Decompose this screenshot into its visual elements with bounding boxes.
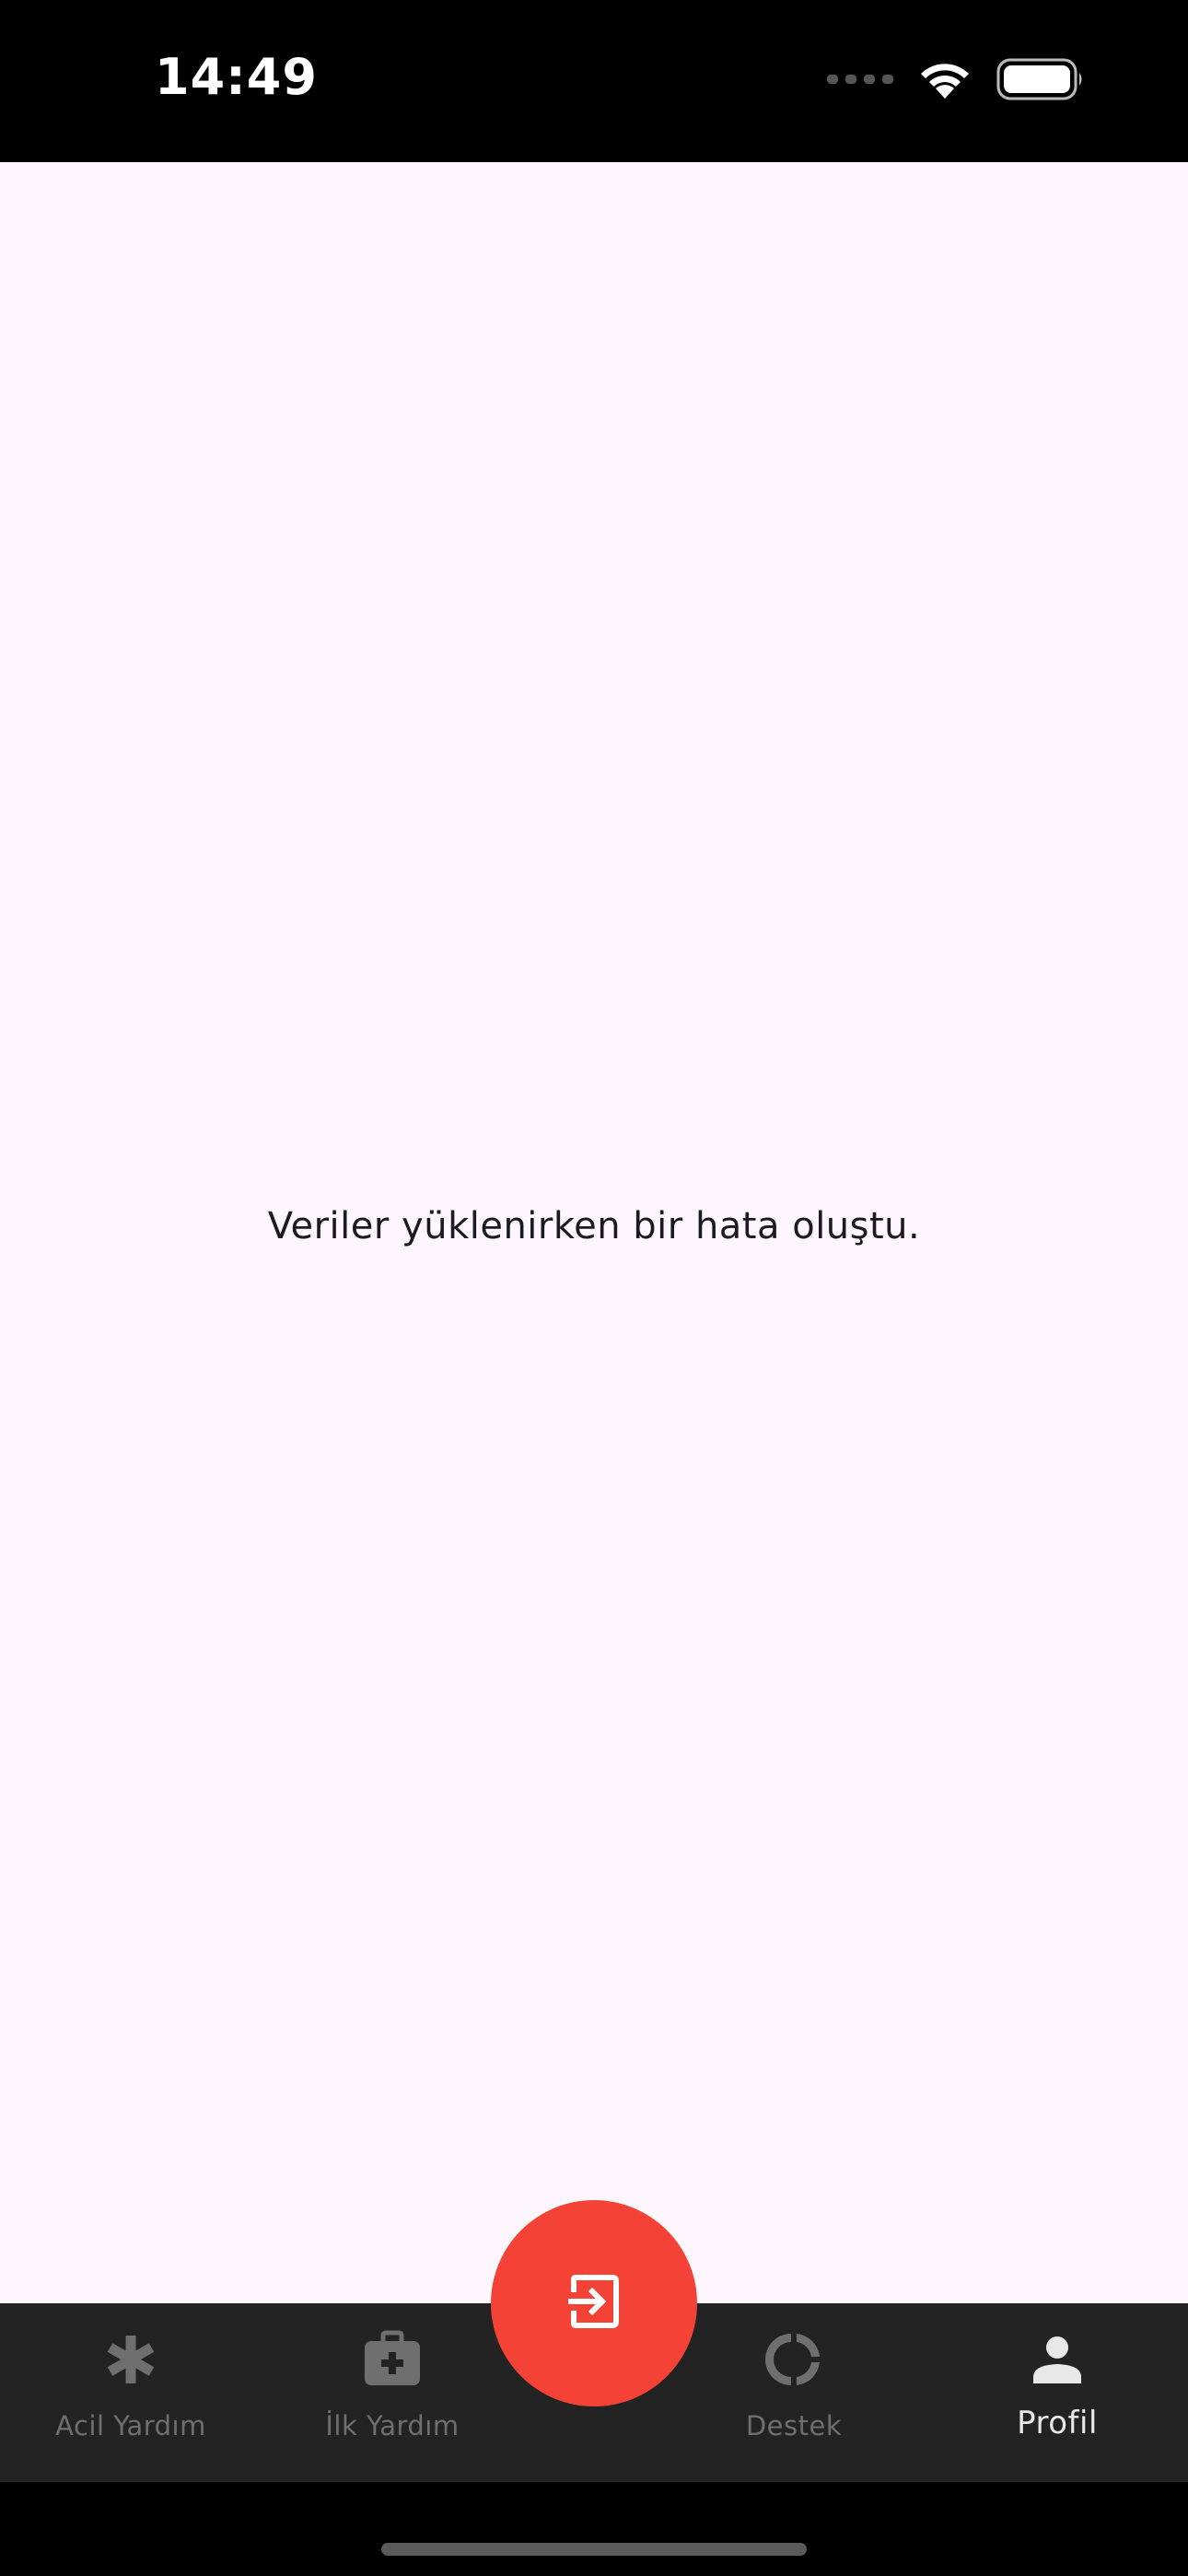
status-icons: [827, 55, 1085, 107]
nav-label-profil: Profil: [1017, 2405, 1098, 2441]
donut-chart-icon: [762, 2327, 826, 2392]
wifi-icon: [917, 58, 973, 105]
nav-label-ilk-yardim: İlk Yardım: [325, 2410, 460, 2441]
home-indicator[interactable]: [381, 2543, 807, 2556]
nav-item-acil-yardim[interactable]: [20, 2303, 241, 2482]
nav-label-destek: Destek: [745, 2410, 843, 2441]
first-aid-kit-icon: [360, 2327, 425, 2392]
asterisk-icon: [99, 2327, 163, 2392]
home-indicator-area: [0, 2482, 1188, 2576]
status-time: 14:49: [155, 48, 318, 106]
nav-item-destek[interactable]: [683, 2303, 904, 2482]
nav-item-ilk-yardim[interactable]: [282, 2303, 503, 2482]
nav-item-profil[interactable]: [947, 2303, 1168, 2482]
cellular-signal-icon: [827, 73, 893, 90]
login-fab-button[interactable]: [491, 2200, 697, 2406]
main-content: [0, 162, 1188, 2303]
login-icon: [565, 2272, 623, 2336]
status-bar: [0, 0, 1188, 162]
nav-label-acil-yardim: Acil Yardım: [55, 2410, 206, 2441]
battery-icon: [996, 58, 1085, 105]
person-icon: [1025, 2327, 1089, 2392]
error-message: Veriler yüklenirken bir hata oluştu.: [267, 1205, 921, 1247]
